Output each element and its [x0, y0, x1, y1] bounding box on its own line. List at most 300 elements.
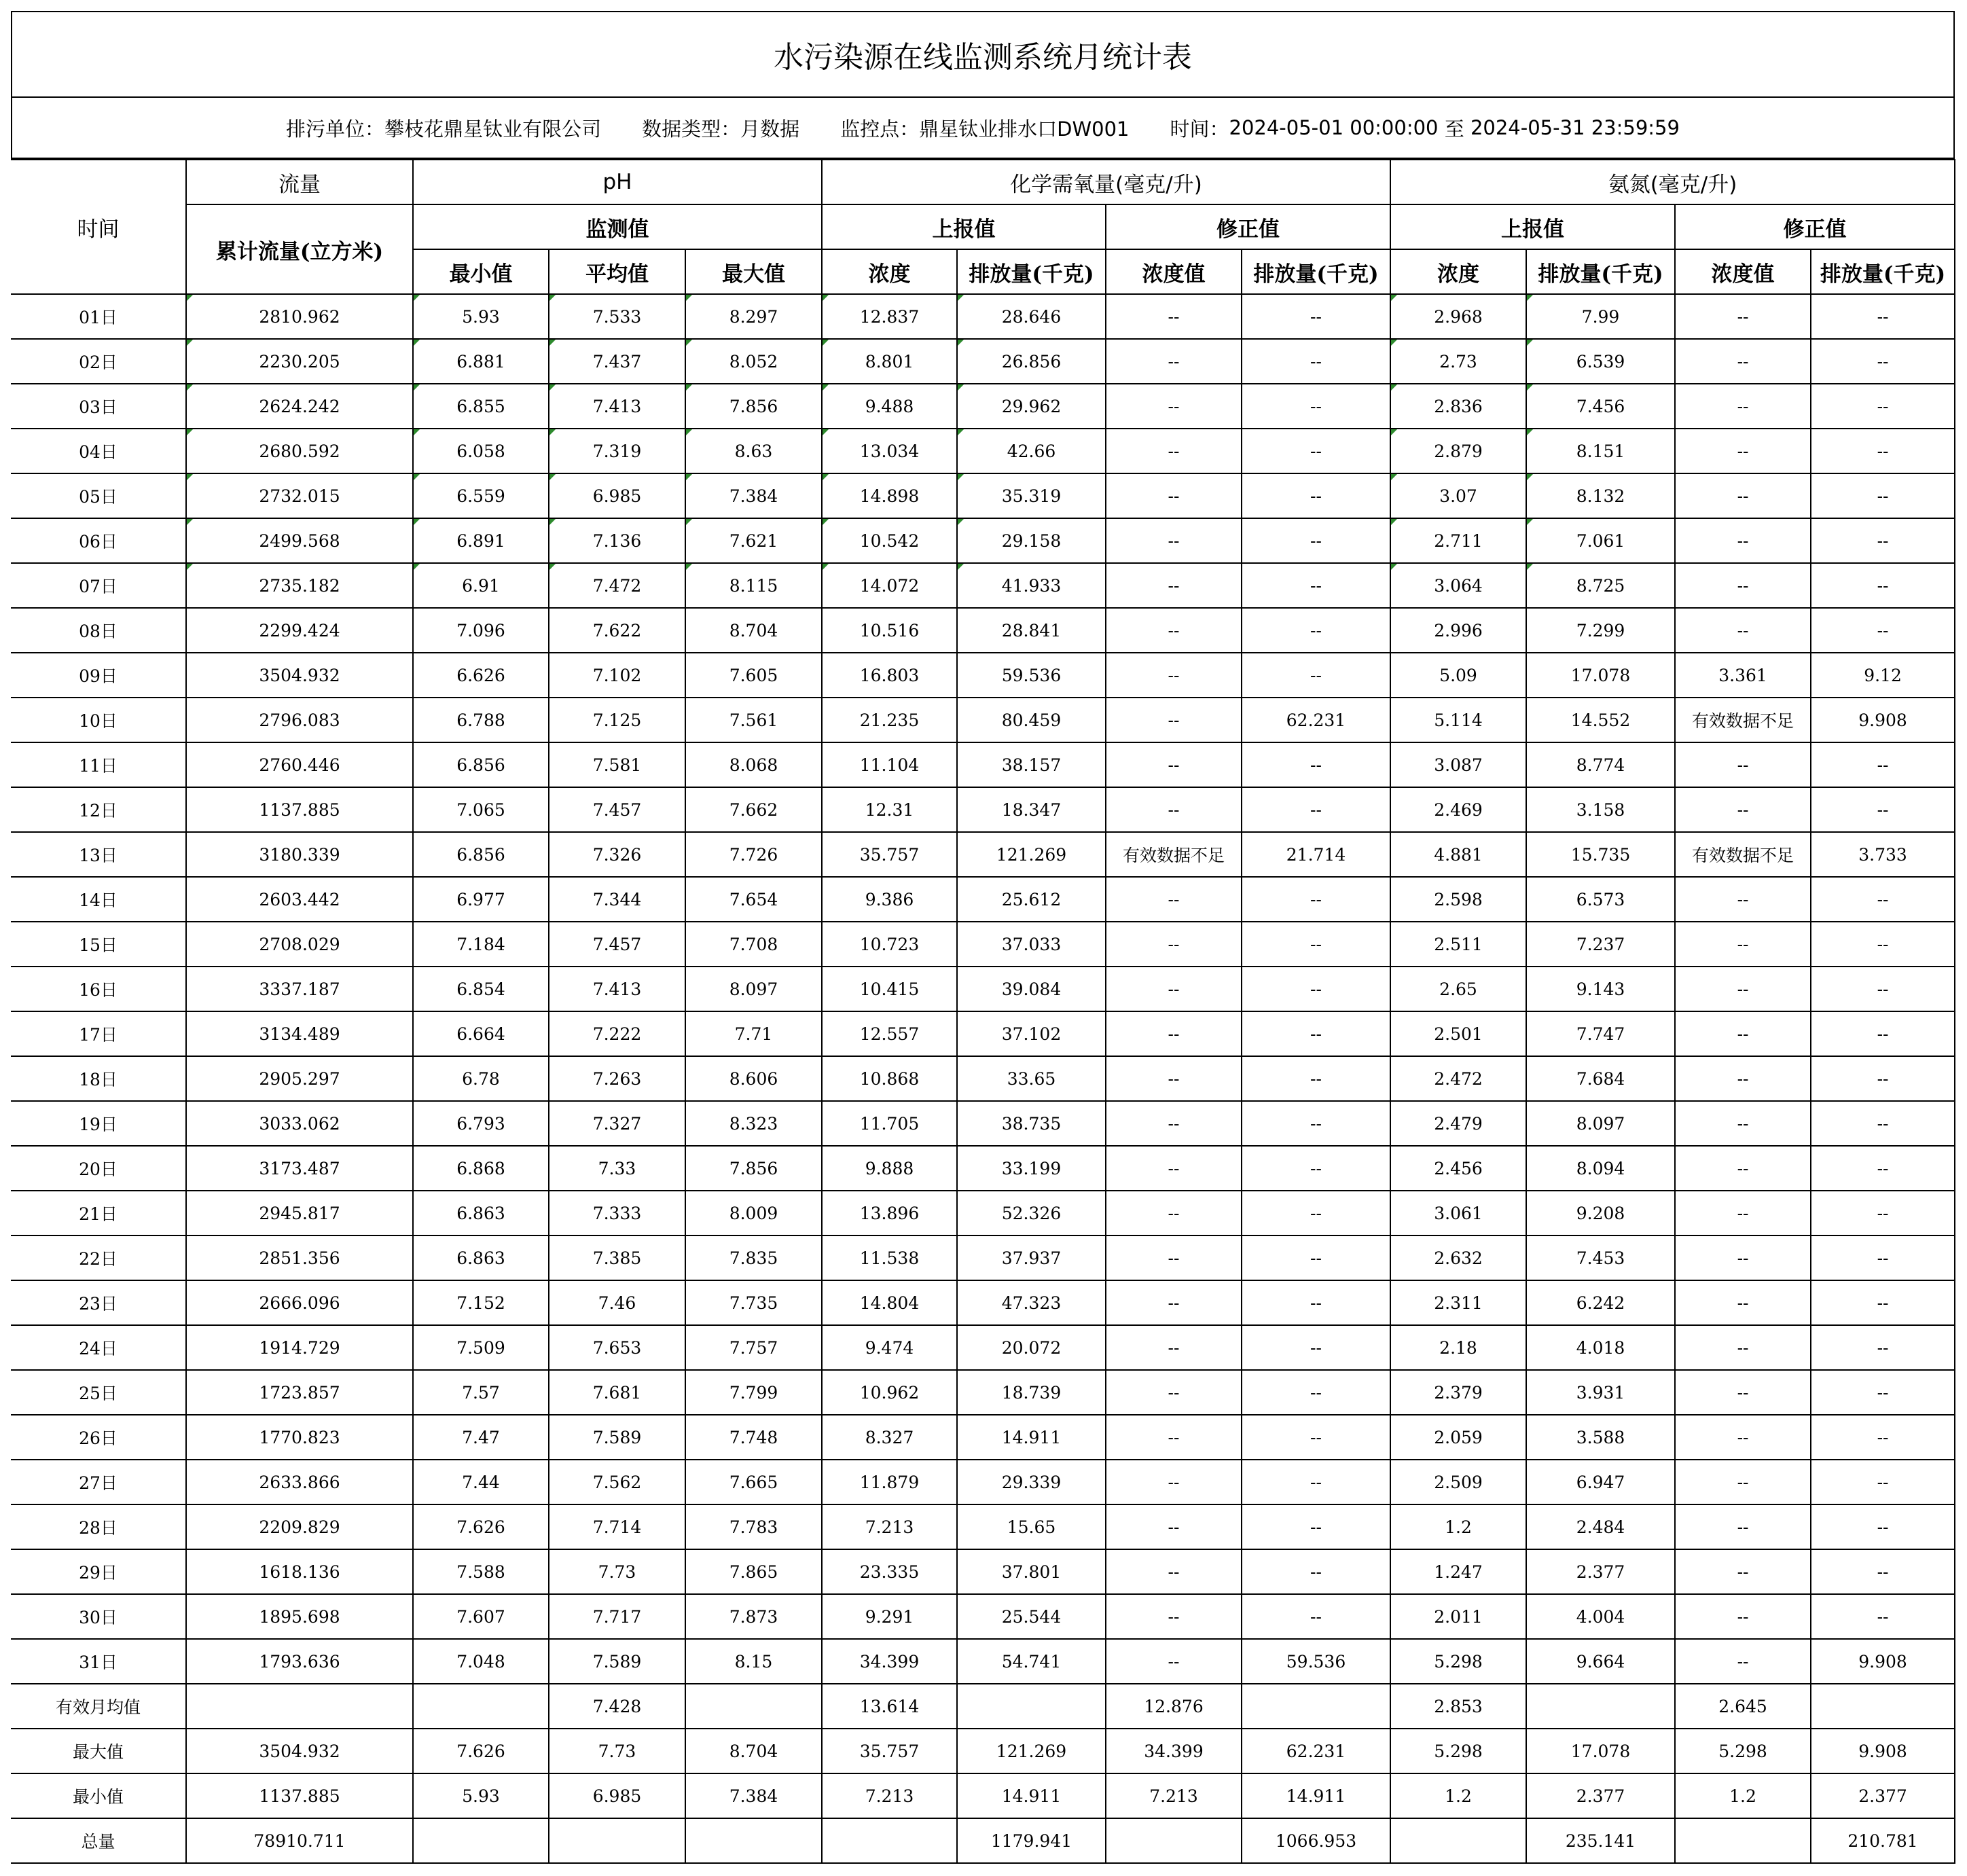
- table-cell: 52.326: [957, 1191, 1106, 1235]
- col-time-header: 时间: [11, 160, 186, 294]
- table-cell: 12.876: [1106, 1684, 1242, 1729]
- row-label-cell: 24日: [11, 1325, 186, 1370]
- table-cell: 7.856: [685, 1146, 822, 1191]
- table-cell: 2945.817: [186, 1191, 413, 1235]
- table-cell: 7.456: [1526, 384, 1675, 429]
- table-cell: 8.151: [1526, 429, 1675, 473]
- table-cell: 6.863: [413, 1235, 549, 1280]
- table-cell: 6.573: [1526, 877, 1675, 922]
- table-cell: 7.665: [685, 1460, 822, 1504]
- table-cell: 11.705: [822, 1101, 957, 1146]
- table-cell: 1.2: [1390, 1504, 1526, 1549]
- table-row: [11, 294, 1955, 339]
- table-cell: 2.968: [1390, 294, 1526, 339]
- table-cell: 8.097: [1526, 1101, 1675, 1146]
- table-cell: --: [1106, 1325, 1242, 1370]
- table-cell: 121.269: [957, 1729, 1106, 1773]
- table-cell: 3033.062: [186, 1101, 413, 1146]
- row-label-cell: 20日: [11, 1146, 186, 1191]
- table-cell: 7.73: [549, 1729, 685, 1773]
- table-cell: 38.157: [957, 742, 1106, 787]
- row-label-cell: 05日: [11, 473, 186, 518]
- col-flow-group: 流量: [186, 160, 413, 204]
- table-cell: 1723.857: [186, 1370, 413, 1415]
- row-label-cell: 25日: [11, 1370, 186, 1415]
- table-cell: --: [1811, 1370, 1955, 1415]
- table-cell: 7.607: [413, 1594, 549, 1639]
- table-row: [11, 1684, 1955, 1729]
- table-cell: --: [1242, 384, 1390, 429]
- table-cell: 8.704: [685, 1729, 822, 1773]
- table-cell: 5.298: [1390, 1729, 1526, 1773]
- table-cell: 7.748: [685, 1415, 822, 1460]
- table-cell: --: [1106, 1011, 1242, 1056]
- table-cell: --: [1106, 1146, 1242, 1191]
- data-type-label: 数据类型：: [642, 117, 741, 141]
- table-cell: 33.65: [957, 1056, 1106, 1101]
- table-cell: 25.544: [957, 1594, 1106, 1639]
- table-cell: 10.962: [822, 1370, 957, 1415]
- row-label-cell: 06日: [11, 518, 186, 563]
- table-cell: 2.377: [1811, 1773, 1955, 1818]
- table-cell: 3.158: [1526, 787, 1675, 832]
- table-cell: 2.645: [1675, 1684, 1811, 1729]
- table-cell: 1066.953: [1242, 1818, 1390, 1863]
- monitor-point-value: 鼎星钛业排水口DW001: [919, 117, 1130, 141]
- table-row: [11, 1011, 1955, 1056]
- table-cell: --: [1106, 1056, 1242, 1101]
- row-label-cell: 15日: [11, 922, 186, 967]
- table-cell: --: [1242, 473, 1390, 518]
- table-cell: 6.626: [413, 653, 549, 698]
- table-cell: 5.09: [1390, 653, 1526, 698]
- row-label-cell: 29日: [11, 1549, 186, 1594]
- table-cell: 210.781: [1811, 1818, 1955, 1863]
- table-cell: 9.888: [822, 1146, 957, 1191]
- table-cell: --: [1675, 339, 1811, 384]
- table-cell: 6.891: [413, 518, 549, 563]
- table-cell: 9.474: [822, 1325, 957, 1370]
- row-label-cell: 01日: [11, 294, 186, 339]
- table-cell: 28.841: [957, 608, 1106, 653]
- table-cell: --: [1675, 608, 1811, 653]
- table-cell: --: [1811, 1280, 1955, 1325]
- table-row: [11, 698, 1955, 742]
- table-cell: [685, 1818, 822, 1863]
- table-cell: --: [1675, 1280, 1811, 1325]
- table-cell: --: [1106, 698, 1242, 742]
- table-cell: 42.66: [957, 429, 1106, 473]
- table-cell: --: [1242, 294, 1390, 339]
- table-cell: --: [1675, 1415, 1811, 1460]
- table-cell: 7.708: [685, 922, 822, 967]
- table-cell: --: [1242, 1146, 1390, 1191]
- table-cell: 6.856: [413, 832, 549, 877]
- table-cell: 7.437: [549, 339, 685, 384]
- table-cell: 7.47: [413, 1415, 549, 1460]
- table-row: [11, 429, 1955, 473]
- row-label-cell: 30日: [11, 1594, 186, 1639]
- table-cell: 2.632: [1390, 1235, 1526, 1280]
- table-cell: 8.132: [1526, 473, 1675, 518]
- table-cell: --: [1675, 967, 1811, 1011]
- table-cell: 14.911: [957, 1415, 1106, 1460]
- table-cell: 8.068: [685, 742, 822, 787]
- data-type-value: 月数据: [740, 117, 800, 141]
- table-cell: 6.985: [549, 1773, 685, 1818]
- table-cell: 37.937: [957, 1235, 1106, 1280]
- table-cell: 2735.182: [186, 563, 413, 608]
- table-cell: --: [1675, 1101, 1811, 1146]
- table-cell: 2.479: [1390, 1101, 1526, 1146]
- row-label-cell: 12日: [11, 787, 186, 832]
- table-cell: 5.93: [413, 294, 549, 339]
- table-cell: --: [1106, 1415, 1242, 1460]
- table-cell: 1.2: [1675, 1773, 1811, 1818]
- table-cell: [1675, 1818, 1811, 1863]
- table-cell: 3.087: [1390, 742, 1526, 787]
- table-cell: --: [1675, 384, 1811, 429]
- table-cell: 有效数据不足: [1675, 698, 1811, 742]
- row-label-cell: 最大值: [11, 1729, 186, 1773]
- table-cell: 17.078: [1526, 1729, 1675, 1773]
- table-cell: 1179.941: [957, 1818, 1106, 1863]
- table-row: [11, 877, 1955, 922]
- table-cell: 1770.823: [186, 1415, 413, 1460]
- col-nh3-corrected: 修正值: [1675, 204, 1955, 249]
- table-cell: --: [1242, 339, 1390, 384]
- table-cell: 6.788: [413, 698, 549, 742]
- table-cell: --: [1106, 1235, 1242, 1280]
- col-cod-conc: 浓度: [822, 249, 957, 294]
- table-cell: 7.873: [685, 1594, 822, 1639]
- table-cell: 9.208: [1526, 1191, 1675, 1235]
- table-cell: 有效数据不足: [1106, 832, 1242, 877]
- table-cell: 80.459: [957, 698, 1106, 742]
- table-cell: 2.836: [1390, 384, 1526, 429]
- table-cell: --: [1675, 429, 1811, 473]
- table-cell: --: [1675, 1370, 1811, 1415]
- table-cell: --: [1106, 1280, 1242, 1325]
- col-cod-reported: 上报值: [822, 204, 1106, 249]
- table-cell: 8.606: [685, 1056, 822, 1101]
- table-cell: [957, 1684, 1106, 1729]
- row-label-cell: 02日: [11, 339, 186, 384]
- row-label-cell: 08日: [11, 608, 186, 653]
- table-row: [11, 1504, 1955, 1549]
- table-cell: 5.298: [1390, 1639, 1526, 1684]
- table-cell: --: [1811, 518, 1955, 563]
- table-cell: 35.757: [822, 1729, 957, 1773]
- table-cell: 7.588: [413, 1549, 549, 1594]
- table-cell: 3504.932: [186, 1729, 413, 1773]
- table-cell: --: [1811, 1549, 1955, 1594]
- table-cell: 10.415: [822, 967, 957, 1011]
- table-cell: 14.911: [957, 1773, 1106, 1818]
- table-cell: 7.717: [549, 1594, 685, 1639]
- table-cell: --: [1811, 473, 1955, 518]
- table-cell: 2.511: [1390, 922, 1526, 967]
- table-cell: --: [1242, 967, 1390, 1011]
- row-label-cell: 22日: [11, 1235, 186, 1280]
- table-cell: 29.962: [957, 384, 1106, 429]
- table-cell: --: [1811, 384, 1955, 429]
- table-row: [11, 742, 1955, 787]
- table-cell: --: [1106, 518, 1242, 563]
- table-cell: --: [1242, 1011, 1390, 1056]
- table-cell: 7.213: [1106, 1773, 1242, 1818]
- table-cell: [413, 1818, 549, 1863]
- table-cell: --: [1242, 563, 1390, 608]
- table-cell: 6.854: [413, 967, 549, 1011]
- table-cell: 2.73: [1390, 339, 1526, 384]
- table-cell: --: [1675, 1594, 1811, 1639]
- table-cell: 7.413: [549, 967, 685, 1011]
- table-row: [11, 967, 1955, 1011]
- table-row: [11, 1056, 1955, 1101]
- table-cell: --: [1242, 1056, 1390, 1101]
- table-cell: --: [1811, 339, 1955, 384]
- table-row: [11, 1594, 1955, 1639]
- row-label-cell: 26日: [11, 1415, 186, 1460]
- table-cell: 35.319: [957, 473, 1106, 518]
- table-cell: 2680.592: [186, 429, 413, 473]
- table-cell: 14.911: [1242, 1773, 1390, 1818]
- table-cell: --: [1811, 922, 1955, 967]
- table-cell: 7.237: [1526, 922, 1675, 967]
- table-cell: 2.711: [1390, 518, 1526, 563]
- table-cell: 18.739: [957, 1370, 1106, 1415]
- table-cell: 17.078: [1526, 653, 1675, 698]
- table-cell: 2603.442: [186, 877, 413, 922]
- row-label-cell: 13日: [11, 832, 186, 877]
- table-cell: 6.947: [1526, 1460, 1675, 1504]
- table-cell: 37.801: [957, 1549, 1106, 1594]
- row-label-cell: 28日: [11, 1504, 186, 1549]
- table-cell: 1137.885: [186, 787, 413, 832]
- table-row: [11, 653, 1955, 698]
- row-label-cell: 17日: [11, 1011, 186, 1056]
- table-cell: 6.664: [413, 1011, 549, 1056]
- table-cell: 10.723: [822, 922, 957, 967]
- table-cell: [1390, 1818, 1526, 1863]
- table-cell: 59.536: [1242, 1639, 1390, 1684]
- table-cell: 10.542: [822, 518, 957, 563]
- table-cell: 7.865: [685, 1549, 822, 1594]
- row-label-cell: 07日: [11, 563, 186, 608]
- table-row: [11, 1773, 1955, 1818]
- table-cell: 7.46: [549, 1280, 685, 1325]
- table-cell: 8.774: [1526, 742, 1675, 787]
- table-cell: --: [1675, 787, 1811, 832]
- table-cell: 7.096: [413, 608, 549, 653]
- time-label: 时间：: [1170, 117, 1229, 141]
- table-cell: 7.735: [685, 1280, 822, 1325]
- table-cell: --: [1242, 1549, 1390, 1594]
- table-cell: --: [1242, 1325, 1390, 1370]
- table-row: [11, 1191, 1955, 1235]
- col-nh3-corr-conc: 浓度值: [1675, 249, 1811, 294]
- time-end: 2024-05-31 23:59:59: [1470, 116, 1680, 139]
- table-cell: 5.93: [413, 1773, 549, 1818]
- col-cod-group: 化学需氧量(毫克/升): [822, 160, 1390, 204]
- table-cell: 8.801: [822, 339, 957, 384]
- table-cell: 7.714: [549, 1504, 685, 1549]
- table-row: [11, 1370, 1955, 1415]
- table-cell: --: [1242, 1415, 1390, 1460]
- col-nh3-group: 氨氮(毫克/升): [1390, 160, 1955, 204]
- table-row: [11, 1235, 1955, 1280]
- table-cell: 7.327: [549, 1101, 685, 1146]
- table-cell: 7.533: [549, 294, 685, 339]
- table-cell: [1811, 1684, 1955, 1729]
- col-cod-emission: 排放量(千克): [957, 249, 1106, 294]
- table-cell: 8.115: [685, 563, 822, 608]
- table-cell: 7.384: [685, 1773, 822, 1818]
- table-cell: --: [1242, 1101, 1390, 1146]
- table-cell: --: [1811, 1011, 1955, 1056]
- table-cell: 12.31: [822, 787, 957, 832]
- table-cell: [1526, 1684, 1675, 1729]
- table-cell: 9.143: [1526, 967, 1675, 1011]
- time-start: 2024-05-01 00:00:00: [1229, 116, 1439, 139]
- table-cell: 7.222: [549, 1011, 685, 1056]
- table-cell: 15.65: [957, 1504, 1106, 1549]
- table-cell: 7.509: [413, 1325, 549, 1370]
- table-row: [11, 1818, 1955, 1863]
- table-cell: 7.333: [549, 1191, 685, 1235]
- table-cell: 1137.885: [186, 1773, 413, 1818]
- report-sheet: [11, 11, 1955, 1864]
- table-cell: 7.747: [1526, 1011, 1675, 1056]
- table-cell: 9.488: [822, 384, 957, 429]
- table-cell: 34.399: [822, 1639, 957, 1684]
- monitor-point-label: 监控点：: [840, 117, 920, 141]
- table-cell: --: [1106, 653, 1242, 698]
- col-nh3-reported: 上报值: [1390, 204, 1675, 249]
- col-ph-min: 最小值: [413, 249, 549, 294]
- table-cell: 2708.029: [186, 922, 413, 967]
- table-cell: 121.269: [957, 832, 1106, 877]
- table-cell: 2.059: [1390, 1415, 1526, 1460]
- table-cell: --: [1811, 787, 1955, 832]
- table-cell: 6.559: [413, 473, 549, 518]
- table-cell: 7.048: [413, 1639, 549, 1684]
- table-cell: 6.242: [1526, 1280, 1675, 1325]
- col-nh3-emission: 排放量(千克): [1526, 249, 1675, 294]
- table-cell: --: [1106, 1191, 1242, 1235]
- table-cell: --: [1811, 608, 1955, 653]
- table-cell: 7.428: [549, 1684, 685, 1729]
- table-cell: 35.757: [822, 832, 957, 877]
- table-cell: 7.581: [549, 742, 685, 787]
- table-cell: 7.684: [1526, 1056, 1675, 1101]
- table-cell: 7.757: [685, 1325, 822, 1370]
- table-cell: 3504.932: [186, 653, 413, 698]
- table-cell: [685, 1684, 822, 1729]
- table-cell: 6.881: [413, 339, 549, 384]
- table-cell: 11.879: [822, 1460, 957, 1504]
- table-cell: 18.347: [957, 787, 1106, 832]
- table-cell: 7.799: [685, 1370, 822, 1415]
- table-cell: 62.231: [1242, 1729, 1390, 1773]
- table-cell: 2.377: [1526, 1773, 1675, 1818]
- table-cell: 13.896: [822, 1191, 957, 1235]
- table-cell: 28.646: [957, 294, 1106, 339]
- table-cell: 6.793: [413, 1101, 549, 1146]
- table-cell: --: [1242, 742, 1390, 787]
- table-cell: --: [1675, 1146, 1811, 1191]
- row-label-cell: 总量: [11, 1818, 186, 1863]
- table-row: [11, 922, 1955, 967]
- table-row: [11, 518, 1955, 563]
- table-cell: 3173.487: [186, 1146, 413, 1191]
- table-cell: --: [1675, 518, 1811, 563]
- table-row: [11, 1101, 1955, 1146]
- table-cell: 7.621: [685, 518, 822, 563]
- table-cell: 2.853: [1390, 1684, 1526, 1729]
- table-cell: 7.681: [549, 1370, 685, 1415]
- row-label-cell: 09日: [11, 653, 186, 698]
- table-cell: --: [1242, 518, 1390, 563]
- table-cell: 8.725: [1526, 563, 1675, 608]
- table-cell: 9.291: [822, 1594, 957, 1639]
- table-cell: 6.985: [549, 473, 685, 518]
- table-cell: --: [1106, 1370, 1242, 1415]
- table-cell: 2.509: [1390, 1460, 1526, 1504]
- table-cell: 8.63: [685, 429, 822, 473]
- table-cell: 12.557: [822, 1011, 957, 1056]
- table-cell: 7.57: [413, 1370, 549, 1415]
- table-cell: --: [1242, 1460, 1390, 1504]
- table-cell: --: [1811, 1504, 1955, 1549]
- table-cell: 33.199: [957, 1146, 1106, 1191]
- col-ph-group: pH: [413, 160, 822, 204]
- table-cell: 37.102: [957, 1011, 1106, 1056]
- table-cell: 9.386: [822, 877, 957, 922]
- table-cell: --: [1811, 1235, 1955, 1280]
- table-cell: 20.072: [957, 1325, 1106, 1370]
- table-cell: --: [1242, 1504, 1390, 1549]
- table-cell: 2810.962: [186, 294, 413, 339]
- table-cell: 7.184: [413, 922, 549, 967]
- table-cell: --: [1811, 1146, 1955, 1191]
- table-cell: 7.413: [549, 384, 685, 429]
- table-cell: 21.714: [1242, 832, 1390, 877]
- table-cell: 8.15: [685, 1639, 822, 1684]
- table-cell: 14.552: [1526, 698, 1675, 742]
- table-cell: 7.589: [549, 1639, 685, 1684]
- table-cell: 7.73: [549, 1549, 685, 1594]
- table-cell: 15.735: [1526, 832, 1675, 877]
- col-ph-avg: 平均值: [549, 249, 685, 294]
- table-cell: 7.344: [549, 877, 685, 922]
- table-cell: 7.726: [685, 832, 822, 877]
- table-cell: 7.71: [685, 1011, 822, 1056]
- table-row: [11, 787, 1955, 832]
- table-cell: 2.379: [1390, 1370, 1526, 1415]
- report-title: 水污染源在线监测系统月统计表: [11, 11, 1955, 98]
- table-cell: --: [1106, 922, 1242, 967]
- table-cell: 7.213: [822, 1773, 957, 1818]
- table-cell: 3.931: [1526, 1370, 1675, 1415]
- table-cell: [1106, 1818, 1242, 1863]
- table-cell: 3337.187: [186, 967, 413, 1011]
- table-cell: 8.052: [685, 339, 822, 384]
- table-cell: 6.868: [413, 1146, 549, 1191]
- table-cell: 8.094: [1526, 1146, 1675, 1191]
- table-cell: 11.104: [822, 742, 957, 787]
